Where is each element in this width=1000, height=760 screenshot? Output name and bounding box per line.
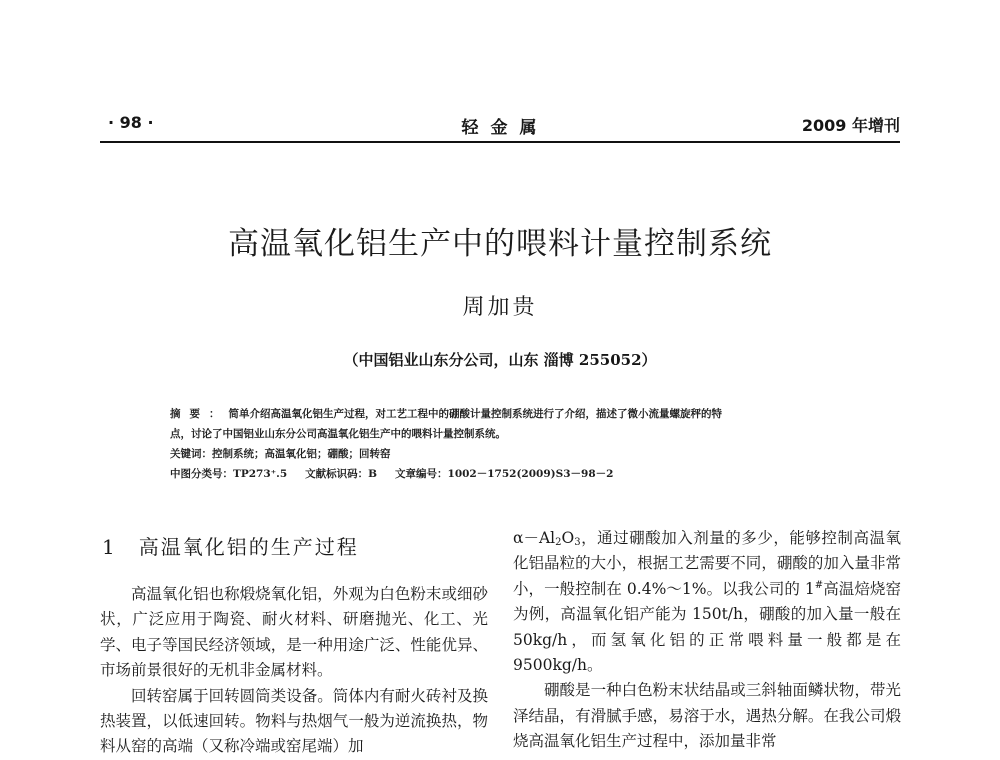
keywords-label: 关键词：	[170, 448, 212, 460]
page-number: · 98 ·	[108, 113, 154, 132]
clc-label: 中图分类号：	[170, 468, 233, 480]
article-author: 周加贵	[462, 295, 538, 320]
article-title: 高温氧化铝生产中的喂料计量控制系统	[228, 226, 772, 262]
paragraph: 高温氧化铝也称煅烧氧化铝，外观为白色粉末或细砂状，广泛应用于陶瓷、耐火材料、研磨抛光、化工、光学、电子等国民经济领域，是一种用途广泛、性能优异、市场前景很好的无机非金属材料。	[100, 585, 488, 680]
right-column	[513, 526, 901, 755]
abstract-label: 摘要：	[170, 408, 229, 420]
paragraph	[513, 526, 901, 678]
section-heading	[102, 534, 488, 560]
paragraph-text: ，通过硼酸加入剂量的多少，能够控制高温氧化铝晶粒的大小，根据工艺需要不同，硼酸的加入量非常小，一般控制在 0.4%～1%。以我公司的 1	[513, 529, 901, 598]
paragraph-text: 高温焙烧窑为例，高温氧化铝产能为 150t/h，硼酸的加入量一般在 50kg/h，而氢氧化铝的正常喂料量一般都是在 9500kg/h。	[513, 579, 901, 675]
journal-name: 轻金属	[461, 118, 549, 138]
abstract-line-1	[170, 404, 850, 424]
paragraph: 硼酸是一种白色粉末状结晶或三斜轴面鳞状物，带光泽结晶，有滑腻手感，易溶于水，遇热分解。在我公司煅烧高温氧化铝生产过程中，添加量非常	[513, 681, 901, 751]
superscript: #	[814, 579, 824, 591]
doc-code-label: 文献标识码：	[305, 468, 369, 480]
section-title: 高温氧化铝的生产过程	[138, 535, 359, 559]
doc-code-value: B	[368, 468, 378, 480]
abstract-block	[170, 404, 850, 484]
subscript: 3	[574, 537, 581, 548]
author-affiliation: （中国铝业山东分公司，山东 淄博 255052）	[343, 351, 657, 369]
formula-o: O	[561, 529, 575, 547]
clc-value: TP273⁺.5	[233, 468, 288, 480]
header-rule	[100, 141, 900, 143]
left-column	[100, 526, 488, 760]
subscript: 2	[555, 537, 562, 548]
keywords-text: 控制系统；高温氧化铝；硼酸；回转窑	[212, 448, 391, 460]
paragraph: 回转窑属于回转圆筒类设备。筒体内有耐火砖衬及换热装置，以低速回转。物料与热烟气一般为逆流换热，物料从窑的高端（又称冷端或窑尾端）加	[100, 686, 488, 756]
abstract-text-1: 简单介绍高温氧化铝生产过程，对工艺工程中的硼酸计量控制系统进行了介绍，描述了微小流量螺旋秤的特	[228, 408, 722, 420]
section-number: 1	[102, 535, 117, 559]
article-no-label: 文章编号：	[395, 468, 448, 480]
formula-alpha-al: α－Al	[513, 529, 556, 547]
issue-label: 2009 年增刊	[801, 116, 900, 135]
classification-line	[170, 464, 850, 484]
keywords-line	[170, 444, 850, 464]
running-header	[100, 113, 900, 141]
abstract-line-2	[170, 424, 850, 444]
abstract-text-2: 点，讨论了中国铝业山东分公司高温氧化铝生产中的喂料计量控制系统。	[170, 428, 506, 440]
article-no-value: 1002－1752(2009)S3－98－2	[447, 468, 614, 480]
